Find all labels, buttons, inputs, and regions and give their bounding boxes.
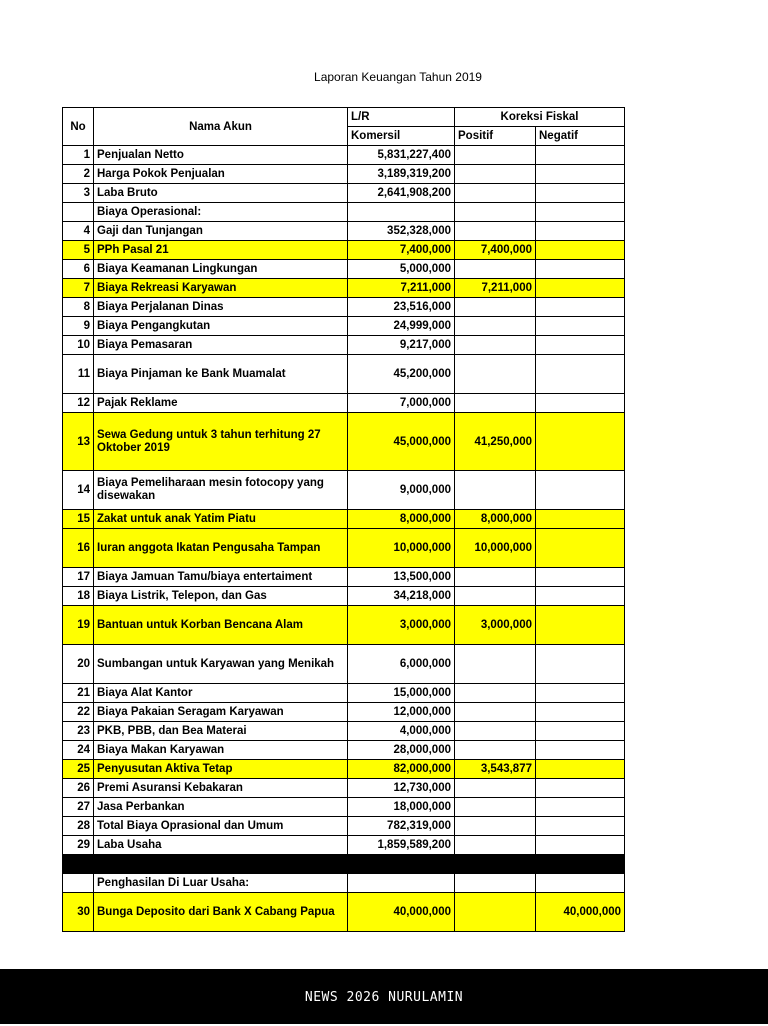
table-row [63,394,625,413]
table-row [63,355,625,394]
row-name: Premi Asuransi Kebakaran [94,779,348,798]
row-no: 23 [63,722,94,741]
row-komersil: 28,000,000 [348,741,455,760]
row-positif: 41,250,000 [455,413,536,471]
header-negatif: Negatif [536,127,625,146]
ledger-body [63,146,625,932]
row-name: Biaya Operasional: [94,203,348,222]
table-row [63,241,625,260]
row-name: Pajak Reklame [94,394,348,413]
row-negatif [536,336,625,355]
table-row [63,146,625,165]
row-positif [455,703,536,722]
table-row [63,760,625,779]
row-komersil: 12,730,000 [348,779,455,798]
row-komersil: 782,319,000 [348,817,455,836]
footer-watermark: NEWS 2026 NURULAMIN [0,969,768,1024]
report-title: Laporan Keuangan Tahun 2019 [314,70,482,84]
row-no [63,855,94,874]
row-negatif [536,855,625,874]
header-positif: Positif [455,127,536,146]
ledger-table [62,107,625,932]
row-positif [455,684,536,703]
table-row [63,606,625,645]
row-positif: 3,000,000 [455,606,536,645]
row-no: 19 [63,606,94,645]
row-komersil: 12,000,000 [348,703,455,722]
row-name: Penghasilan Di Luar Usaha: [94,874,348,893]
row-positif [455,203,536,222]
row-negatif [536,836,625,855]
row-no: 24 [63,741,94,760]
table-row [63,510,625,529]
row-no: 27 [63,798,94,817]
row-name: Gaji dan Tunjangan [94,222,348,241]
row-name: Bunga Deposito dari Bank X Cabang Papua [94,893,348,932]
row-negatif [536,222,625,241]
row-name: Penyusutan Aktiva Tetap [94,760,348,779]
row-komersil: 18,000,000 [348,798,455,817]
row-negatif [536,874,625,893]
table-row [63,874,625,893]
row-no: 20 [63,645,94,684]
row-name: Iuran anggota Ikatan Pengusaha Tampan [94,529,348,568]
table-row [63,587,625,606]
row-positif: 3,543,877 [455,760,536,779]
row-negatif [536,165,625,184]
row-no: 17 [63,568,94,587]
row-komersil: 24,999,000 [348,317,455,336]
row-komersil: 2,641,908,200 [348,184,455,203]
row-name: Biaya Perjalanan Dinas [94,298,348,317]
row-name: Zakat untuk anak Yatim Piatu [94,510,348,529]
table-row [63,703,625,722]
table-row [63,203,625,222]
row-negatif [536,355,625,394]
row-name: Biaya Pemasaran [94,336,348,355]
row-positif [455,394,536,413]
row-name: Bantuan untuk Korban Bencana Alam [94,606,348,645]
row-negatif [536,587,625,606]
row-positif [455,568,536,587]
row-name: Sumbangan untuk Karyawan yang Menikah [94,645,348,684]
separator-row [63,855,625,874]
table-row [63,684,625,703]
table-row [63,413,625,471]
table-row [63,817,625,836]
row-komersil: 7,400,000 [348,241,455,260]
row-komersil: 7,000,000 [348,394,455,413]
row-positif [455,222,536,241]
table-row [63,893,625,932]
row-komersil: 82,000,000 [348,760,455,779]
row-negatif [536,568,625,587]
row-negatif [536,279,625,298]
row-komersil: 9,000,000 [348,471,455,510]
row-no: 12 [63,394,94,413]
row-name: PPh Pasal 21 [94,241,348,260]
row-no: 11 [63,355,94,394]
table-row [63,184,625,203]
row-negatif [536,722,625,741]
row-negatif [536,645,625,684]
row-komersil: 13,500,000 [348,568,455,587]
table-row [63,722,625,741]
row-positif [455,893,536,932]
row-no: 6 [63,260,94,279]
row-komersil [348,855,455,874]
row-positif [455,779,536,798]
row-no: 25 [63,760,94,779]
row-name: Biaya Pemeliharaan mesin fotocopy yang disewakan [94,471,348,510]
row-no: 7 [63,279,94,298]
row-komersil [348,874,455,893]
row-name: Biaya Makan Karyawan [94,741,348,760]
row-positif [455,355,536,394]
row-positif [455,587,536,606]
row-name: Harga Pokok Penjualan [94,165,348,184]
row-komersil: 9,217,000 [348,336,455,355]
header-lr: L/R [348,108,455,127]
row-negatif [536,394,625,413]
row-positif [455,146,536,165]
row-negatif [536,779,625,798]
row-name: Laba Usaha [94,836,348,855]
row-name: Biaya Keamanan Lingkungan [94,260,348,279]
row-name: PKB, PBB, dan Bea Materai [94,722,348,741]
row-positif [455,298,536,317]
table-row [63,298,625,317]
header-koreksi-fiskal: Koreksi Fiskal [455,108,625,127]
row-negatif [536,260,625,279]
row-no: 22 [63,703,94,722]
row-negatif [536,184,625,203]
row-name: Biaya Listrik, Telepon, dan Gas [94,587,348,606]
row-komersil: 7,211,000 [348,279,455,298]
row-no: 30 [63,893,94,932]
row-negatif [536,146,625,165]
row-komersil [348,203,455,222]
row-positif [455,260,536,279]
row-no: 21 [63,684,94,703]
row-positif [455,471,536,510]
row-no: 3 [63,184,94,203]
row-komersil: 8,000,000 [348,510,455,529]
row-positif [455,836,536,855]
row-komersil: 352,328,000 [348,222,455,241]
header-no: No [63,108,94,146]
row-name: Total Biaya Oprasional dan Umum [94,817,348,836]
table-row [63,529,625,568]
header-komersil: Komersil [348,127,455,146]
row-name: Jasa Perbankan [94,798,348,817]
row-komersil: 4,000,000 [348,722,455,741]
row-positif [455,645,536,684]
row-negatif [536,471,625,510]
row-no: 14 [63,471,94,510]
table-row [63,645,625,684]
row-positif: 10,000,000 [455,529,536,568]
row-positif [455,817,536,836]
row-no: 1 [63,146,94,165]
row-komersil: 45,000,000 [348,413,455,471]
row-komersil: 15,000,000 [348,684,455,703]
table-row [63,471,625,510]
table-row [63,336,625,355]
row-negatif [536,760,625,779]
row-name: Biaya Pinjaman ke Bank Muamalat [94,355,348,394]
row-komersil: 10,000,000 [348,529,455,568]
row-no: 15 [63,510,94,529]
row-positif [455,336,536,355]
row-komersil: 23,516,000 [348,298,455,317]
row-negatif [536,241,625,260]
row-negatif [536,684,625,703]
row-name: Biaya Pengangkutan [94,317,348,336]
row-no: 2 [63,165,94,184]
row-negatif [536,529,625,568]
row-no: 16 [63,529,94,568]
row-positif [455,184,536,203]
row-positif [455,165,536,184]
row-name: Biaya Pakaian Seragam Karyawan [94,703,348,722]
row-positif [455,874,536,893]
row-no: 28 [63,817,94,836]
table-row [63,798,625,817]
table-row [63,568,625,587]
row-komersil: 40,000,000 [348,893,455,932]
row-komersil: 3,189,319,200 [348,165,455,184]
row-no: 10 [63,336,94,355]
row-positif [455,317,536,336]
row-positif: 7,400,000 [455,241,536,260]
header-name: Nama Akun [94,108,348,146]
table-row [63,222,625,241]
row-no: 5 [63,241,94,260]
row-name [94,855,348,874]
row-no: 29 [63,836,94,855]
row-no: 26 [63,779,94,798]
row-no: 9 [63,317,94,336]
row-komersil: 34,218,000 [348,587,455,606]
row-no [63,203,94,222]
row-name: Biaya Alat Kantor [94,684,348,703]
row-no: 13 [63,413,94,471]
row-positif [455,741,536,760]
row-name: Sewa Gedung untuk 3 tahun terhitung 27 Oktober 2019 [94,413,348,471]
row-negatif [536,798,625,817]
row-negatif [536,413,625,471]
row-positif [455,722,536,741]
row-komersil: 1,859,589,200 [348,836,455,855]
row-negatif [536,606,625,645]
table-row [63,260,625,279]
row-komersil: 45,200,000 [348,355,455,394]
row-negatif [536,510,625,529]
row-no: 4 [63,222,94,241]
row-negatif: 40,000,000 [536,893,625,932]
row-komersil: 5,000,000 [348,260,455,279]
row-name: Laba Bruto [94,184,348,203]
row-komersil: 6,000,000 [348,645,455,684]
row-negatif [536,203,625,222]
row-no: 8 [63,298,94,317]
table-row [63,779,625,798]
row-negatif [536,298,625,317]
row-negatif [536,317,625,336]
row-positif: 8,000,000 [455,510,536,529]
row-negatif [536,703,625,722]
row-name: Penjualan Netto [94,146,348,165]
row-no: 18 [63,587,94,606]
table-row [63,741,625,760]
row-positif [455,798,536,817]
table-row [63,165,625,184]
table-row [63,836,625,855]
table-row [63,279,625,298]
row-name: Biaya Rekreasi Karyawan [94,279,348,298]
row-komersil: 3,000,000 [348,606,455,645]
row-no [63,874,94,893]
row-name: Biaya Jamuan Tamu/biaya entertaiment [94,568,348,587]
table-row [63,317,625,336]
row-positif [455,855,536,874]
row-positif: 7,211,000 [455,279,536,298]
row-negatif [536,741,625,760]
row-komersil: 5,831,227,400 [348,146,455,165]
row-negatif [536,817,625,836]
